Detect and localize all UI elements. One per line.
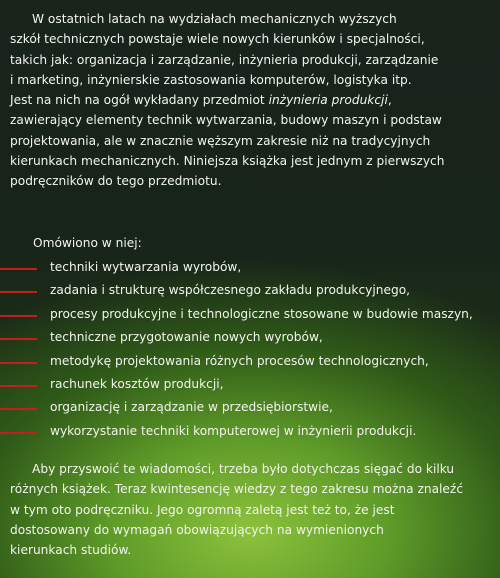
list-item-text: techniki wytwarzania wyrobów, — [50, 260, 242, 274]
list-item — [0, 257, 500, 280]
text-line: kierunkach mechanicznych. Niniejsza książka jest jednym z pierwszych — [10, 154, 445, 169]
list-item-text: organizację i zarządzanie w przedsiębiorstwie, — [50, 400, 333, 415]
list-item-text: rachunek kosztów produkcji, — [50, 376, 224, 391]
text-line: w tym oto podręczniku. Jego ogromną zaletą jest też to, że jest — [10, 502, 395, 517]
text-line: podręczników do tego przedmiotu. — [10, 174, 222, 189]
text-line: różnych książek. Teraz kwintesencję wiedzy z tego zakresu można znaleźć — [10, 482, 464, 497]
list-item-text: metodykę projektowania różnych procesów technologicznych, — [50, 353, 429, 368]
red-dash-bullet — [0, 315, 37, 317]
text-line — [10, 90, 496, 110]
topics-list — [0, 257, 500, 444]
text-line-end: , — [387, 93, 392, 108]
list-item — [0, 304, 500, 327]
red-dash-bullet — [0, 338, 37, 340]
intro-paragraph — [10, 9, 496, 192]
text-line: projektowania, ale w znacznie węższym zakresie niż na tradycyjnych — [10, 133, 431, 148]
text-line: i marketing, inżynierskie zastosowania komputerów, logistyka itp. — [10, 72, 412, 87]
list-item-text: techniczne przygotowanie nowych wyrobów, — [50, 330, 323, 345]
list-item-text: wykorzystanie techniki komputerowej w inżynierii produkcji. — [50, 423, 417, 438]
text-line: zawierający elementy technik wytwarzania, budowy maszyn i podstaw — [10, 113, 442, 128]
text-line: Aby przyswoić te wiadomości, trzeba było dotychczas sięgać do kilku — [32, 462, 455, 476]
list-item — [0, 327, 500, 350]
text-line: W ostatnich latach na wydziałach mechanicznych wyższych — [32, 12, 397, 26]
red-dash-bullet — [0, 385, 37, 387]
list-item — [0, 351, 500, 374]
text-line: kierunkach studiów. — [10, 543, 132, 558]
red-dash-bullet — [0, 362, 37, 364]
topics-intro: Omówiono w niej: — [33, 236, 142, 250]
subject-name: inżynieria produkcji — [268, 93, 388, 108]
list-item-text: procesy produkcyjne i technologiczne stosowane w budowie maszyn, — [50, 306, 473, 321]
text-line: dostosowany do wymagań obowiązujących na wymienionych — [10, 522, 384, 537]
text-line-start: Jest na nich na ogół wykładany przedmiot — [10, 93, 265, 108]
red-dash-bullet — [0, 432, 37, 434]
text-line: takich jak: organizacja i zarządzanie, inżynieria produkcji, zarządzanie — [10, 52, 439, 67]
list-item — [0, 280, 500, 303]
red-dash-bullet — [0, 268, 37, 270]
list-item — [0, 421, 500, 444]
red-dash-bullet — [0, 291, 37, 293]
text-line: szkół technicznych powstaje wiele nowych kierunków i specjalności, — [10, 32, 425, 47]
list-item — [0, 397, 500, 420]
closing-paragraph — [10, 459, 496, 560]
red-dash-bullet — [0, 408, 37, 410]
list-item-text: zadania i strukturę współczesnego zakładu produkcyjnego, — [50, 283, 411, 298]
list-item — [0, 374, 500, 397]
